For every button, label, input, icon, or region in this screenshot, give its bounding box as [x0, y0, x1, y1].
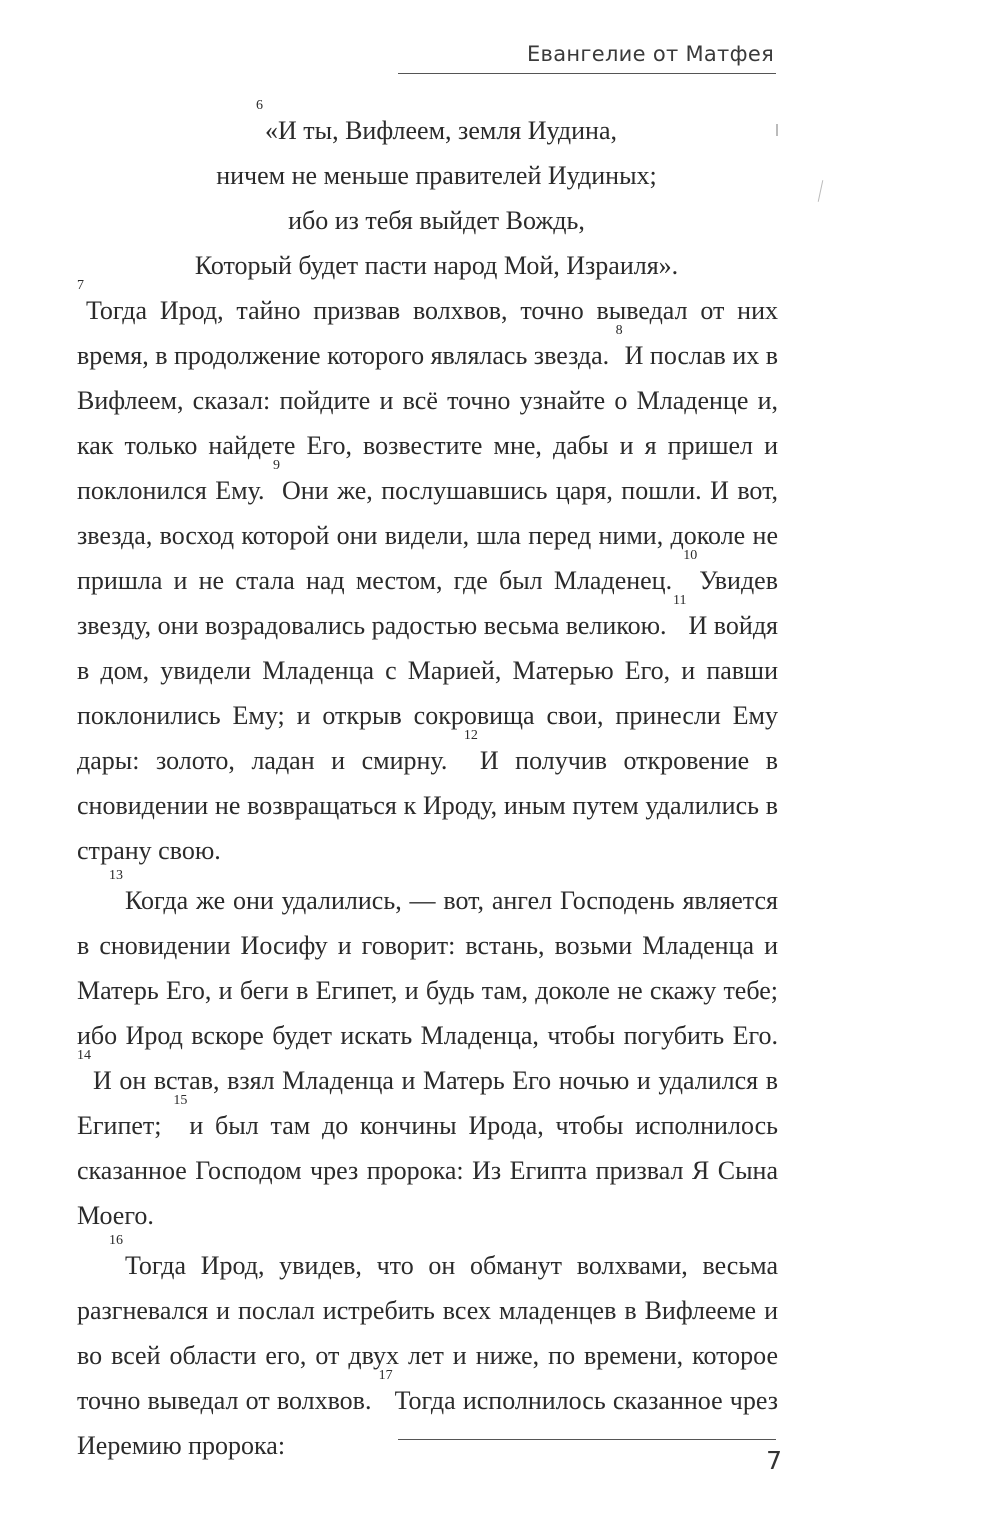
verse-text: Тогда Ирод, тайно призвав волхвов, точно выведал от них время, в продолжение которого являлась звезда.	[77, 296, 778, 370]
verse-number: 7	[77, 278, 84, 293]
verse-number: 13	[109, 868, 123, 883]
footer-rule	[398, 1439, 776, 1440]
running-head: Евангелие от Матфея	[526, 42, 774, 66]
page-number: 7	[766, 1446, 782, 1475]
verse-text: Они же, послушавшись царя, пошли. И вот, звезда, восход которой они видели, шла перед ними, доколе не пришла и не стала над местом, где был Младенец.	[77, 476, 778, 595]
poem-line: ибо из тебя выйдет Вождь,	[288, 206, 585, 235]
poem-line: ничем не меньше правителей Иудиных;	[216, 161, 657, 190]
verse-number: 6	[255, 98, 263, 113]
verse-text: и был там до кончины Ирода, чтобы исполнилось сказанное Господом чрез пророка: Из Египта призвал Я Сына Моего.	[77, 1111, 778, 1230]
verse-text: И получив откровение в сновидении не возвращаться к Ироду, иным путем удалились в страну свою.	[77, 746, 778, 865]
verse-number: 16	[109, 1233, 123, 1248]
verse-text: Тогда Ирод, увидев, что он обманут волхвами, весьма разгневался и послал истребить всех младенцев в Вифлееме и во всей области его, от двух лет и ниже, по времени, которое точно выведал от волхвов.	[77, 1251, 778, 1415]
poem-line: Который будет пасти народ Мой, Израиля».	[194, 251, 679, 280]
paragraph	[77, 1233, 778, 1468]
header-rule	[398, 73, 776, 74]
verse-number: 17	[378, 1368, 393, 1383]
verse-number: 11	[673, 593, 687, 608]
poem-verse-6	[95, 98, 778, 288]
verse-number: 8	[615, 323, 623, 338]
verse-text: И он встав, взял Младенца и Матерь Его ночью и удалился в Египет;	[77, 1066, 778, 1140]
verse-text: Увидев звезду, они возрадовались радостью весьма великою.	[77, 566, 778, 640]
paragraph	[77, 278, 779, 873]
paragraphs	[77, 278, 779, 1468]
verse-number: 15	[173, 1093, 188, 1108]
verse-number: 14	[77, 1048, 91, 1063]
verse-number: 10	[683, 548, 698, 563]
poem-line-text: «И ты, Вифлеем, земля Иудина,	[264, 116, 617, 145]
poem-line	[95, 98, 778, 153]
verse-number: 12	[463, 728, 478, 743]
verse-number: 9	[273, 458, 280, 473]
body-text	[77, 98, 779, 1468]
verse-text: И послав их в Вифлеем, сказал: пойдите и всё точно узнайте о Младенце и, как только найдете Его, возвестите мне, дабы и я пришел и поклонился Ему.	[77, 341, 779, 505]
verse-text: Когда же они удалились, — вот, ангел Господень является в сновидении Иосифу и говорит: встань, возьми Младенца и Матерь Его, и беги в Египет, и будь там, доколе не скажу тебе; ибо Ирод вскоре будет искать Младенца, чтобы погубить Его.	[77, 886, 778, 1050]
paragraph	[77, 868, 778, 1238]
scan-mark	[818, 180, 824, 202]
verse-text: И войдя в дом, увидели Младенца с Марией, Матерью Его, и павши поклонились Ему; и открыв сокровища свои, принесли Ему дары: золото, ладан и смирну.	[77, 611, 779, 775]
verse-text: Тогда исполнилось сказанное чрез Иеремию пророка:	[77, 1386, 778, 1460]
